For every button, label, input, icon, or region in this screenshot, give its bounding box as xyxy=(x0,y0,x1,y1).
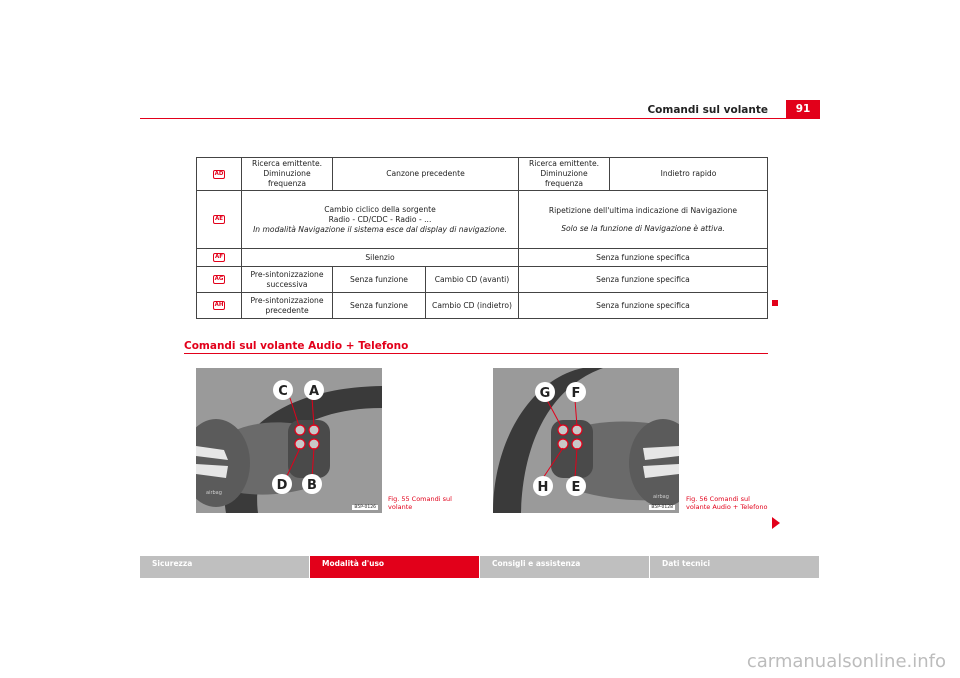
steering-wheel-illustration xyxy=(196,368,382,513)
table-cell xyxy=(242,191,519,249)
callout-label: H xyxy=(537,480,549,495)
button-badge-icon: AE xyxy=(214,216,223,222)
table-cell: Indietro rapido xyxy=(610,158,768,191)
button-badge-icon: AG xyxy=(214,276,224,282)
button-badge-icon: AF xyxy=(214,254,223,260)
header-rule xyxy=(140,118,820,119)
table-row xyxy=(197,191,768,249)
table-cell: Cambio CD (avanti) xyxy=(426,267,519,293)
callout-label: E xyxy=(571,480,581,495)
cell-note: In modalità Navigazione il sistema esce dal display di navigazione. xyxy=(253,224,507,234)
figure-code: B5P-0128 xyxy=(651,505,673,510)
section-title: Comandi sul volante Audio + Telefono xyxy=(184,340,409,352)
table-cell xyxy=(519,191,768,249)
button-badge-icon: AD xyxy=(214,170,224,177)
button-badge-icon: AH xyxy=(214,302,224,308)
footer-nav xyxy=(140,556,820,578)
callout-label: G xyxy=(539,386,551,401)
next-page-arrow-icon[interactable] xyxy=(772,517,780,529)
cell-note: Solo se la funzione di Navigazione è attiva. xyxy=(561,223,725,233)
row-badge-cell xyxy=(197,249,242,267)
watermark: carmanualsonline.info xyxy=(746,651,946,672)
table-cell: Senza funzione specifica xyxy=(519,267,768,293)
figure-caption: Fig. 56 Comandi sul volante Audio + Telefono xyxy=(686,495,768,511)
table-row xyxy=(197,267,768,293)
footer-tab-consigli[interactable]: Consigli e assistenza xyxy=(480,556,650,578)
table-cell: Pre-sintonizzazione precedente xyxy=(242,293,333,319)
steering-wheel-illustration xyxy=(493,368,679,513)
figure-caption: Fig. 55 Comandi sul volante xyxy=(388,495,452,511)
callout-label: B xyxy=(307,478,317,493)
table-row xyxy=(197,293,768,319)
page-number: 91 xyxy=(786,100,820,118)
table-cell: Ricerca emittente. Diminuzione frequenza xyxy=(242,158,333,191)
function-table xyxy=(196,157,768,319)
table-cell: Senza funzione specifica xyxy=(519,293,768,319)
figure-steering-wheel-controls xyxy=(196,368,382,513)
section-rule xyxy=(184,353,768,354)
table-cell: Canzone precedente xyxy=(333,158,519,191)
figure-code: B5P-0126 xyxy=(354,505,376,510)
callout-label: D xyxy=(276,478,288,493)
table-row xyxy=(197,249,768,267)
table-cell: Silenzio xyxy=(242,249,519,267)
footer-tab-dati-tecnici[interactable]: Dati tecnici xyxy=(650,556,820,578)
table-cell: Senza funzione xyxy=(333,293,426,319)
figure-audio-phone-controls xyxy=(493,368,679,513)
row-badge-cell xyxy=(197,158,242,191)
table-cell: Senza funzione specifica xyxy=(519,249,768,267)
cell-text: Cambio ciclico della sorgente Radio - CD/CDC - Radio - ... xyxy=(324,204,436,224)
callout-label: A xyxy=(308,384,320,399)
table-cell: Senza funzione xyxy=(333,267,426,293)
row-badge-cell xyxy=(197,191,242,249)
callout-label: C xyxy=(278,384,288,399)
cell-text: Ripetizione dell'ultima indicazione di Navigazione xyxy=(548,205,738,215)
page-header-title: Comandi sul volante xyxy=(647,104,768,116)
section-end-marker xyxy=(772,300,778,306)
footer-tab-sicurezza[interactable]: Sicurezza xyxy=(140,556,310,578)
table-cell: Pre-sintonizzazione successiva xyxy=(242,267,333,293)
table-cell: Ricerca emittente. Diminuzione frequenza xyxy=(519,158,610,191)
table-row xyxy=(197,158,768,191)
airbag-label: airbag xyxy=(653,494,669,500)
table-cell: Cambio CD (indietro) xyxy=(426,293,519,319)
row-badge-cell xyxy=(197,267,242,293)
row-badge-cell xyxy=(197,293,242,319)
footer-tab-modalita-duso[interactable]: Modalità d'uso xyxy=(310,556,480,578)
callout-label: F xyxy=(571,386,581,401)
airbag-label: airbag xyxy=(206,490,222,496)
